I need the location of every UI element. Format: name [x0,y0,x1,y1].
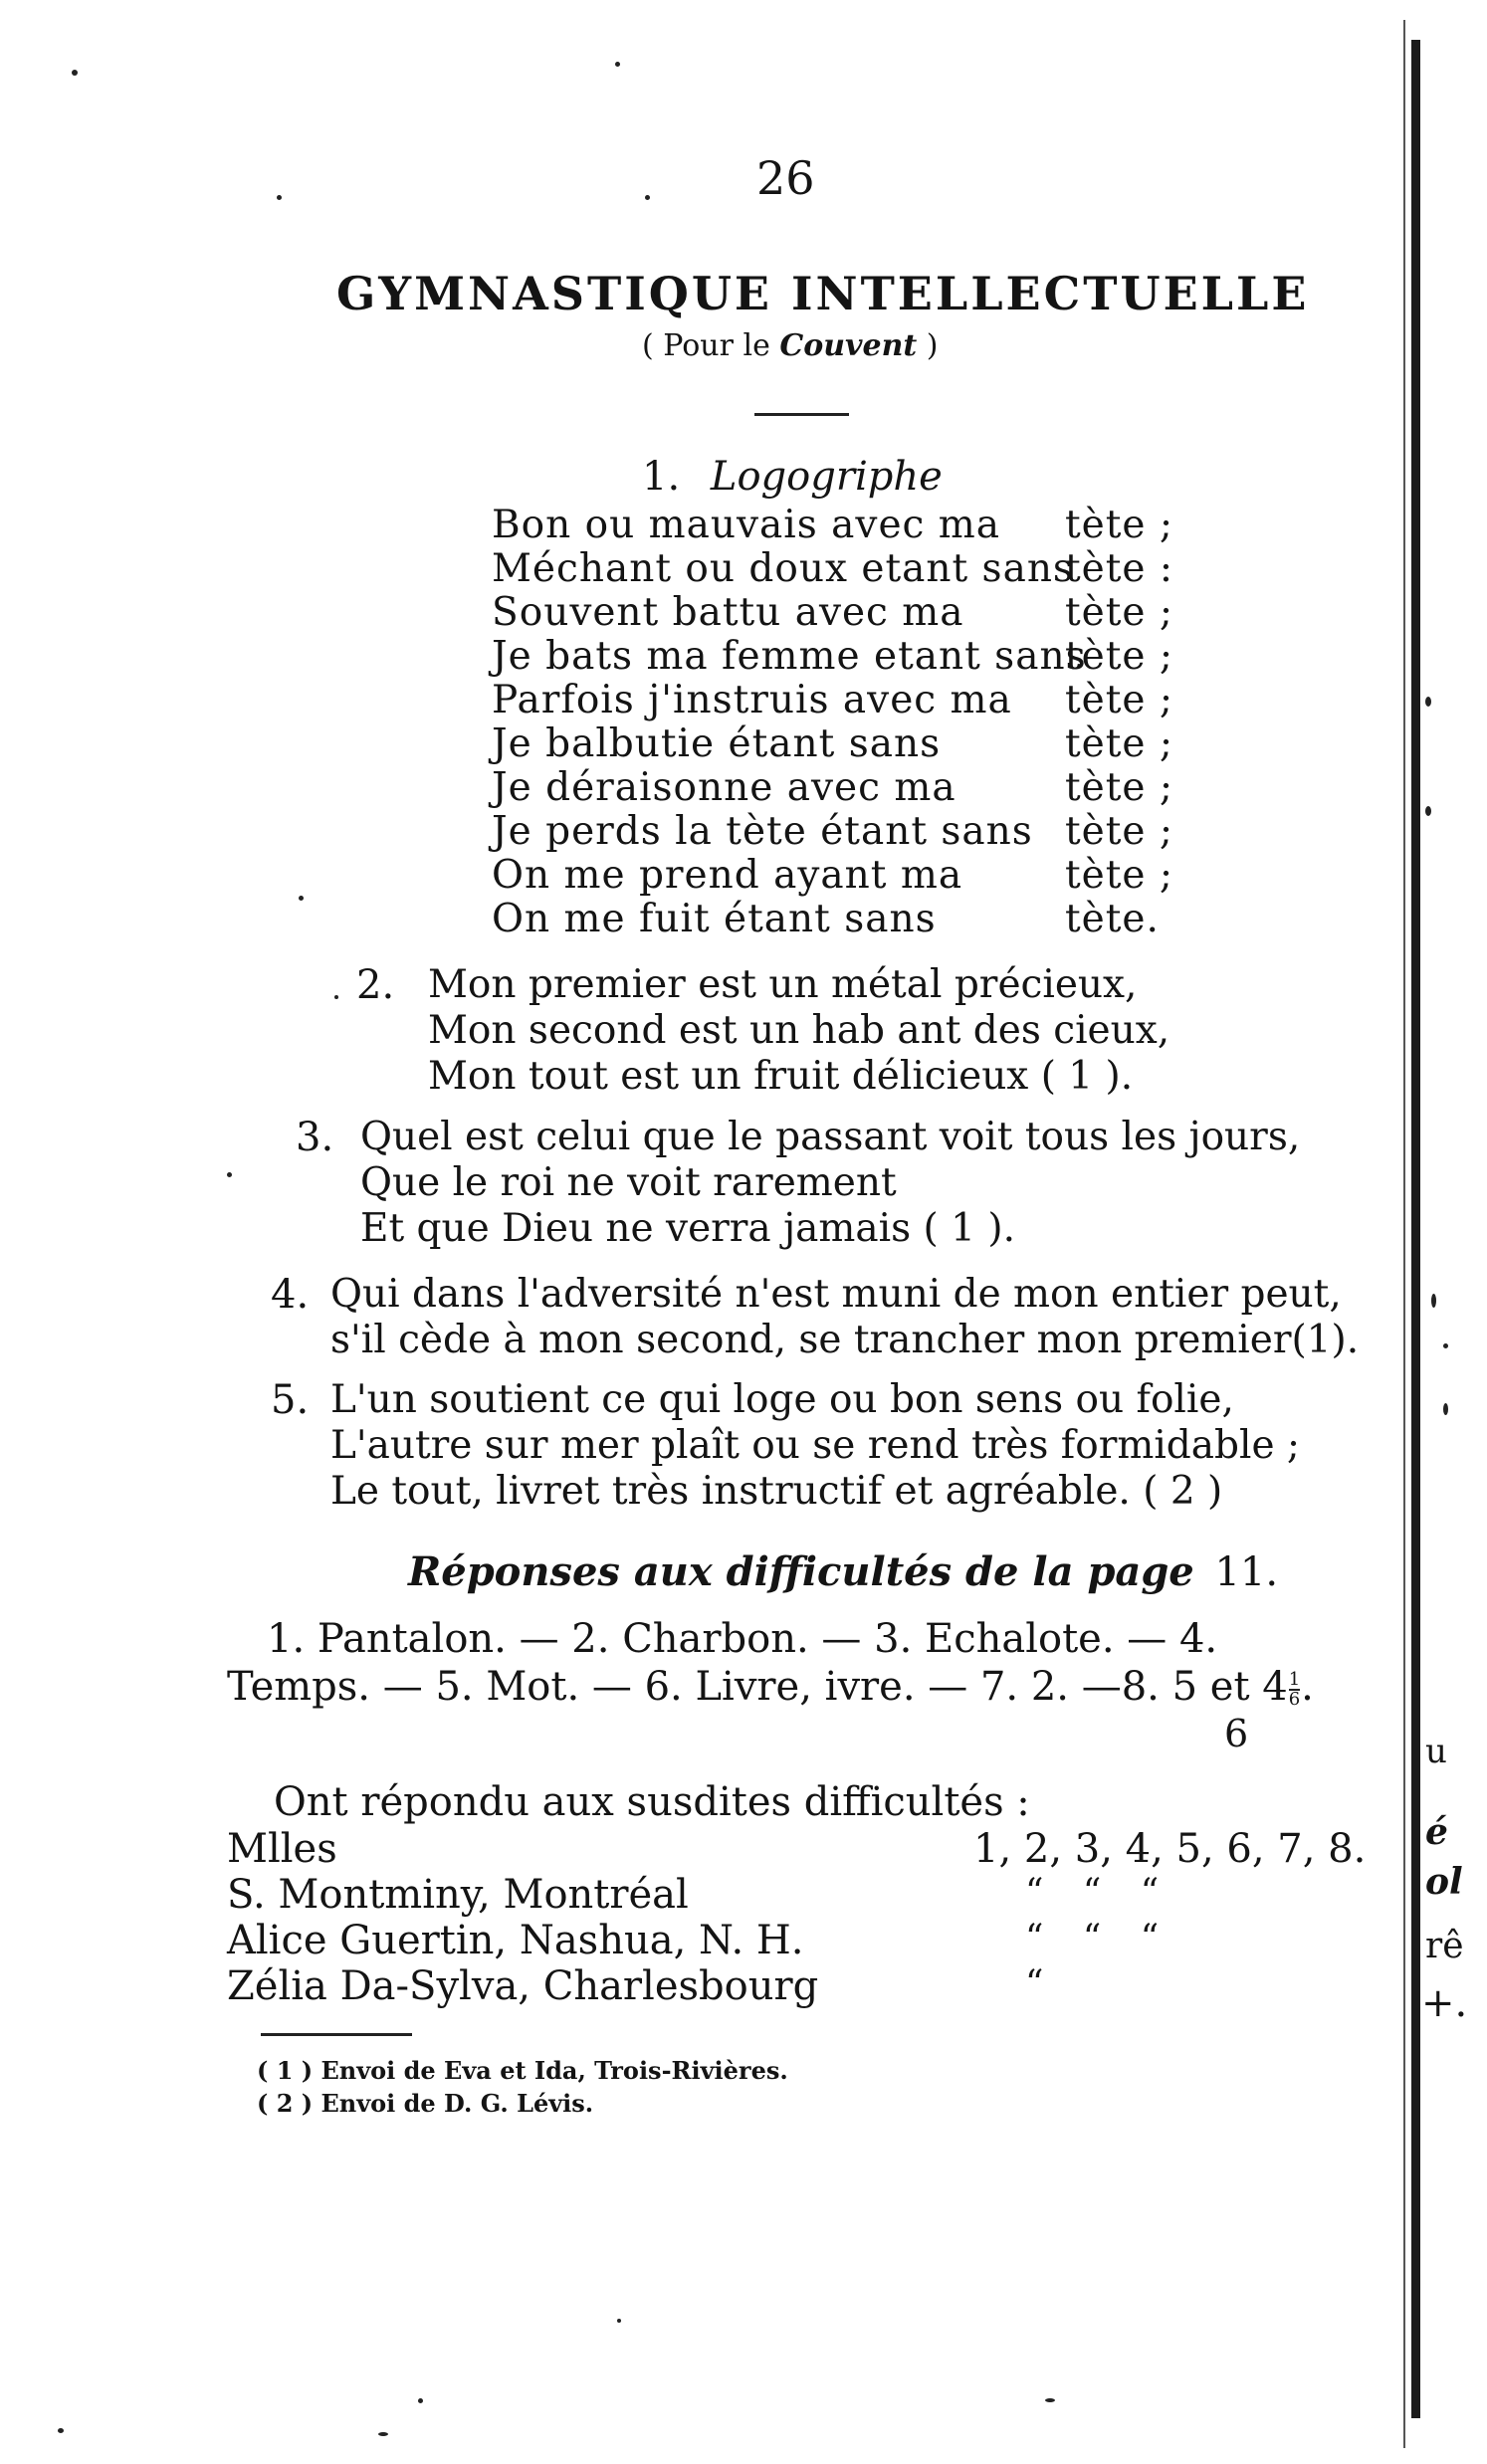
solver-marks: “ “ “ [1025,1918,1173,1958]
poem-line-text: Je perds la tète étant sans [492,809,1033,854]
title-divider [754,413,849,416]
poem-line [492,809,1033,854]
answers-line-text: Temps. — 5. Mot. — 6. Livre, ivre. — 7. 2. —8. 5 et 4 [227,1664,1288,1710]
solver-marks: “ [1025,1963,1044,2004]
scan-speck [1045,2398,1055,2402]
footnote: ( 1 ) Envoi de Eva et Ida, Trois-Rivières. [257,2056,788,2085]
poem-line-text: Je bats ma femme etant sans [492,634,1087,679]
edge-fragment: +. [1421,1980,1468,2026]
solver-name: Alice Guertin, Nashua, N. H. [227,1918,804,1963]
fraction-denominator: 6 [1288,1689,1301,1710]
solvers-header-left: Mlles [227,1826,337,1872]
logogriphe-heading [642,454,943,500]
poem-line-end: tète : [1065,546,1174,591]
poem-line-end: tète ; [1065,503,1174,547]
answers-heading-text: Réponses aux difficultés de la page [408,1548,1194,1595]
solver-name: S. Montminy, Montréal [227,1872,689,1918]
poem-line-end: tète. [1065,897,1160,941]
scan-speck [1443,1343,1448,1348]
edge-fragment: u [1425,1732,1447,1771]
riddle-line: Qui dans l'adversité n'est muni de mon entier peut, [330,1272,1342,1317]
scan-speck [1443,1403,1448,1415]
riddle-number: 5. [271,1377,310,1423]
poem-line [492,897,937,941]
answers-line [227,1664,1314,1710]
solver-name: Zélia Da-Sylva, Charlesbourg [227,1963,819,2009]
riddle-line: Quel est celui que le passant voit tous les jours, [360,1115,1301,1159]
riddle-line: Mon second est un hab ant des cieux, [428,1008,1170,1053]
poem-line-text: Parfois j'instruis avec ma [492,678,1012,722]
poem-line-end: tète ; [1065,590,1174,635]
logogriphe-title: Logogriphe [710,454,943,500]
solver-marks: “ “ “ [1025,1872,1173,1913]
scan-speck [227,1172,232,1177]
page-binding-edge [1411,40,1420,2418]
answers-line: 1. Pantalon. — 2. Charbon. — 3. Echalote. — 4. [267,1616,1218,1662]
scan-speck [418,2398,423,2403]
page-binding-edge-thin [1403,20,1405,2448]
fraction-numerator: 1 [1288,1669,1301,1690]
poem-line-end: tète ; [1065,809,1174,854]
edge-fragment: rê [1425,1926,1464,1966]
poem-line-text: Souvent battu avec ma [492,590,964,635]
scan-speck [1425,806,1431,816]
poem-line [492,678,1012,722]
solvers-header-right: 1, 2, 3, 4, 5, 6, 7, 8. [973,1826,1367,1872]
logogriphe-number: 1. [642,454,681,500]
riddle-line: Mon premier est un métal précieux, [428,962,1138,1007]
answers-heading [408,1548,1278,1595]
scan-speck [645,195,650,200]
poem-line-text: Je déraisonne avec ma [492,765,956,810]
riddle-number: 2. [356,962,395,1008]
scan-speck [299,896,304,901]
poem-line-text: On me prend ayant ma [492,853,963,898]
poem-line-end: tète ; [1065,678,1174,722]
scan-speck [72,70,78,76]
poem-line [492,853,962,898]
poem-line [492,634,1087,679]
scan-speck [378,2432,388,2436]
scan-speck [277,195,282,200]
riddle-number: 3. [296,1115,334,1160]
riddle-line: Que le roi ne voit rarement [360,1160,897,1205]
scan-speck [334,995,338,999]
riddle-line: Le tout, livret très instructif et agréable. ( 2 ) [330,1469,1223,1514]
solvers-intro: Ont répondu aux susdites difficultés : [274,1779,1030,1825]
riddle-line: L'autre sur mer plaît ou se rend très formidable ; [330,1423,1301,1468]
riddle-line: L'un soutient ce qui loge ou bon sens ou folie, [330,1377,1234,1422]
footnote-divider [261,2033,412,2036]
subtitle-emph: Couvent [779,328,918,363]
poem-line [492,590,964,635]
scan-speck [615,62,620,67]
edge-fragment: ol [1425,1861,1463,1903]
subtitle [642,328,939,363]
subtitle-close: ) [917,328,939,363]
answers-fraction [1289,1671,1300,1709]
answers-sub-six: 6 [1224,1712,1249,1755]
answers-heading-page: 11. [1214,1549,1279,1595]
scan-speck [58,2428,64,2433]
poem-line-end: tète ; [1065,634,1174,679]
riddle-number: 4. [271,1272,310,1318]
riddle-line: Et que Dieu ne verra jamais ( 1 ). [360,1206,1015,1251]
riddle-line: Mon tout est un fruit délicieux ( 1 ). [428,1054,1134,1099]
subtitle-open: ( Pour le [642,328,780,363]
scan-speck [1425,697,1431,707]
scan-speck [617,2319,621,2323]
poem-line-text: On me fuit étant sans [492,897,937,941]
page-number: 26 [756,151,815,205]
poem-line-text: Je balbutie étant sans [492,721,942,766]
scan-speck [1431,1294,1436,1308]
edge-fragment: é [1425,1811,1448,1853]
answers-line-end: . [1301,1664,1314,1710]
poem-line [492,546,1074,591]
poem-line-end: tète ; [1065,853,1174,898]
footnote: ( 2 ) Envoi de D. G. Lévis. [257,2089,594,2118]
page-title: GYMNASTIQUE INTELLECTUELLE [336,267,1310,320]
poem-line [492,721,941,766]
riddle-line: s'il cède à mon second, se trancher mon premier(1). [330,1318,1360,1362]
poem-line-end: tète ; [1065,765,1174,810]
poem-line-end: tète ; [1065,721,1174,766]
poem-line-text: Méchant ou doux etant sans [492,546,1074,591]
poem-line [492,503,1000,547]
poem-line-text: Bon ou mauvais avec ma [492,503,1001,547]
poem-line [492,765,956,810]
